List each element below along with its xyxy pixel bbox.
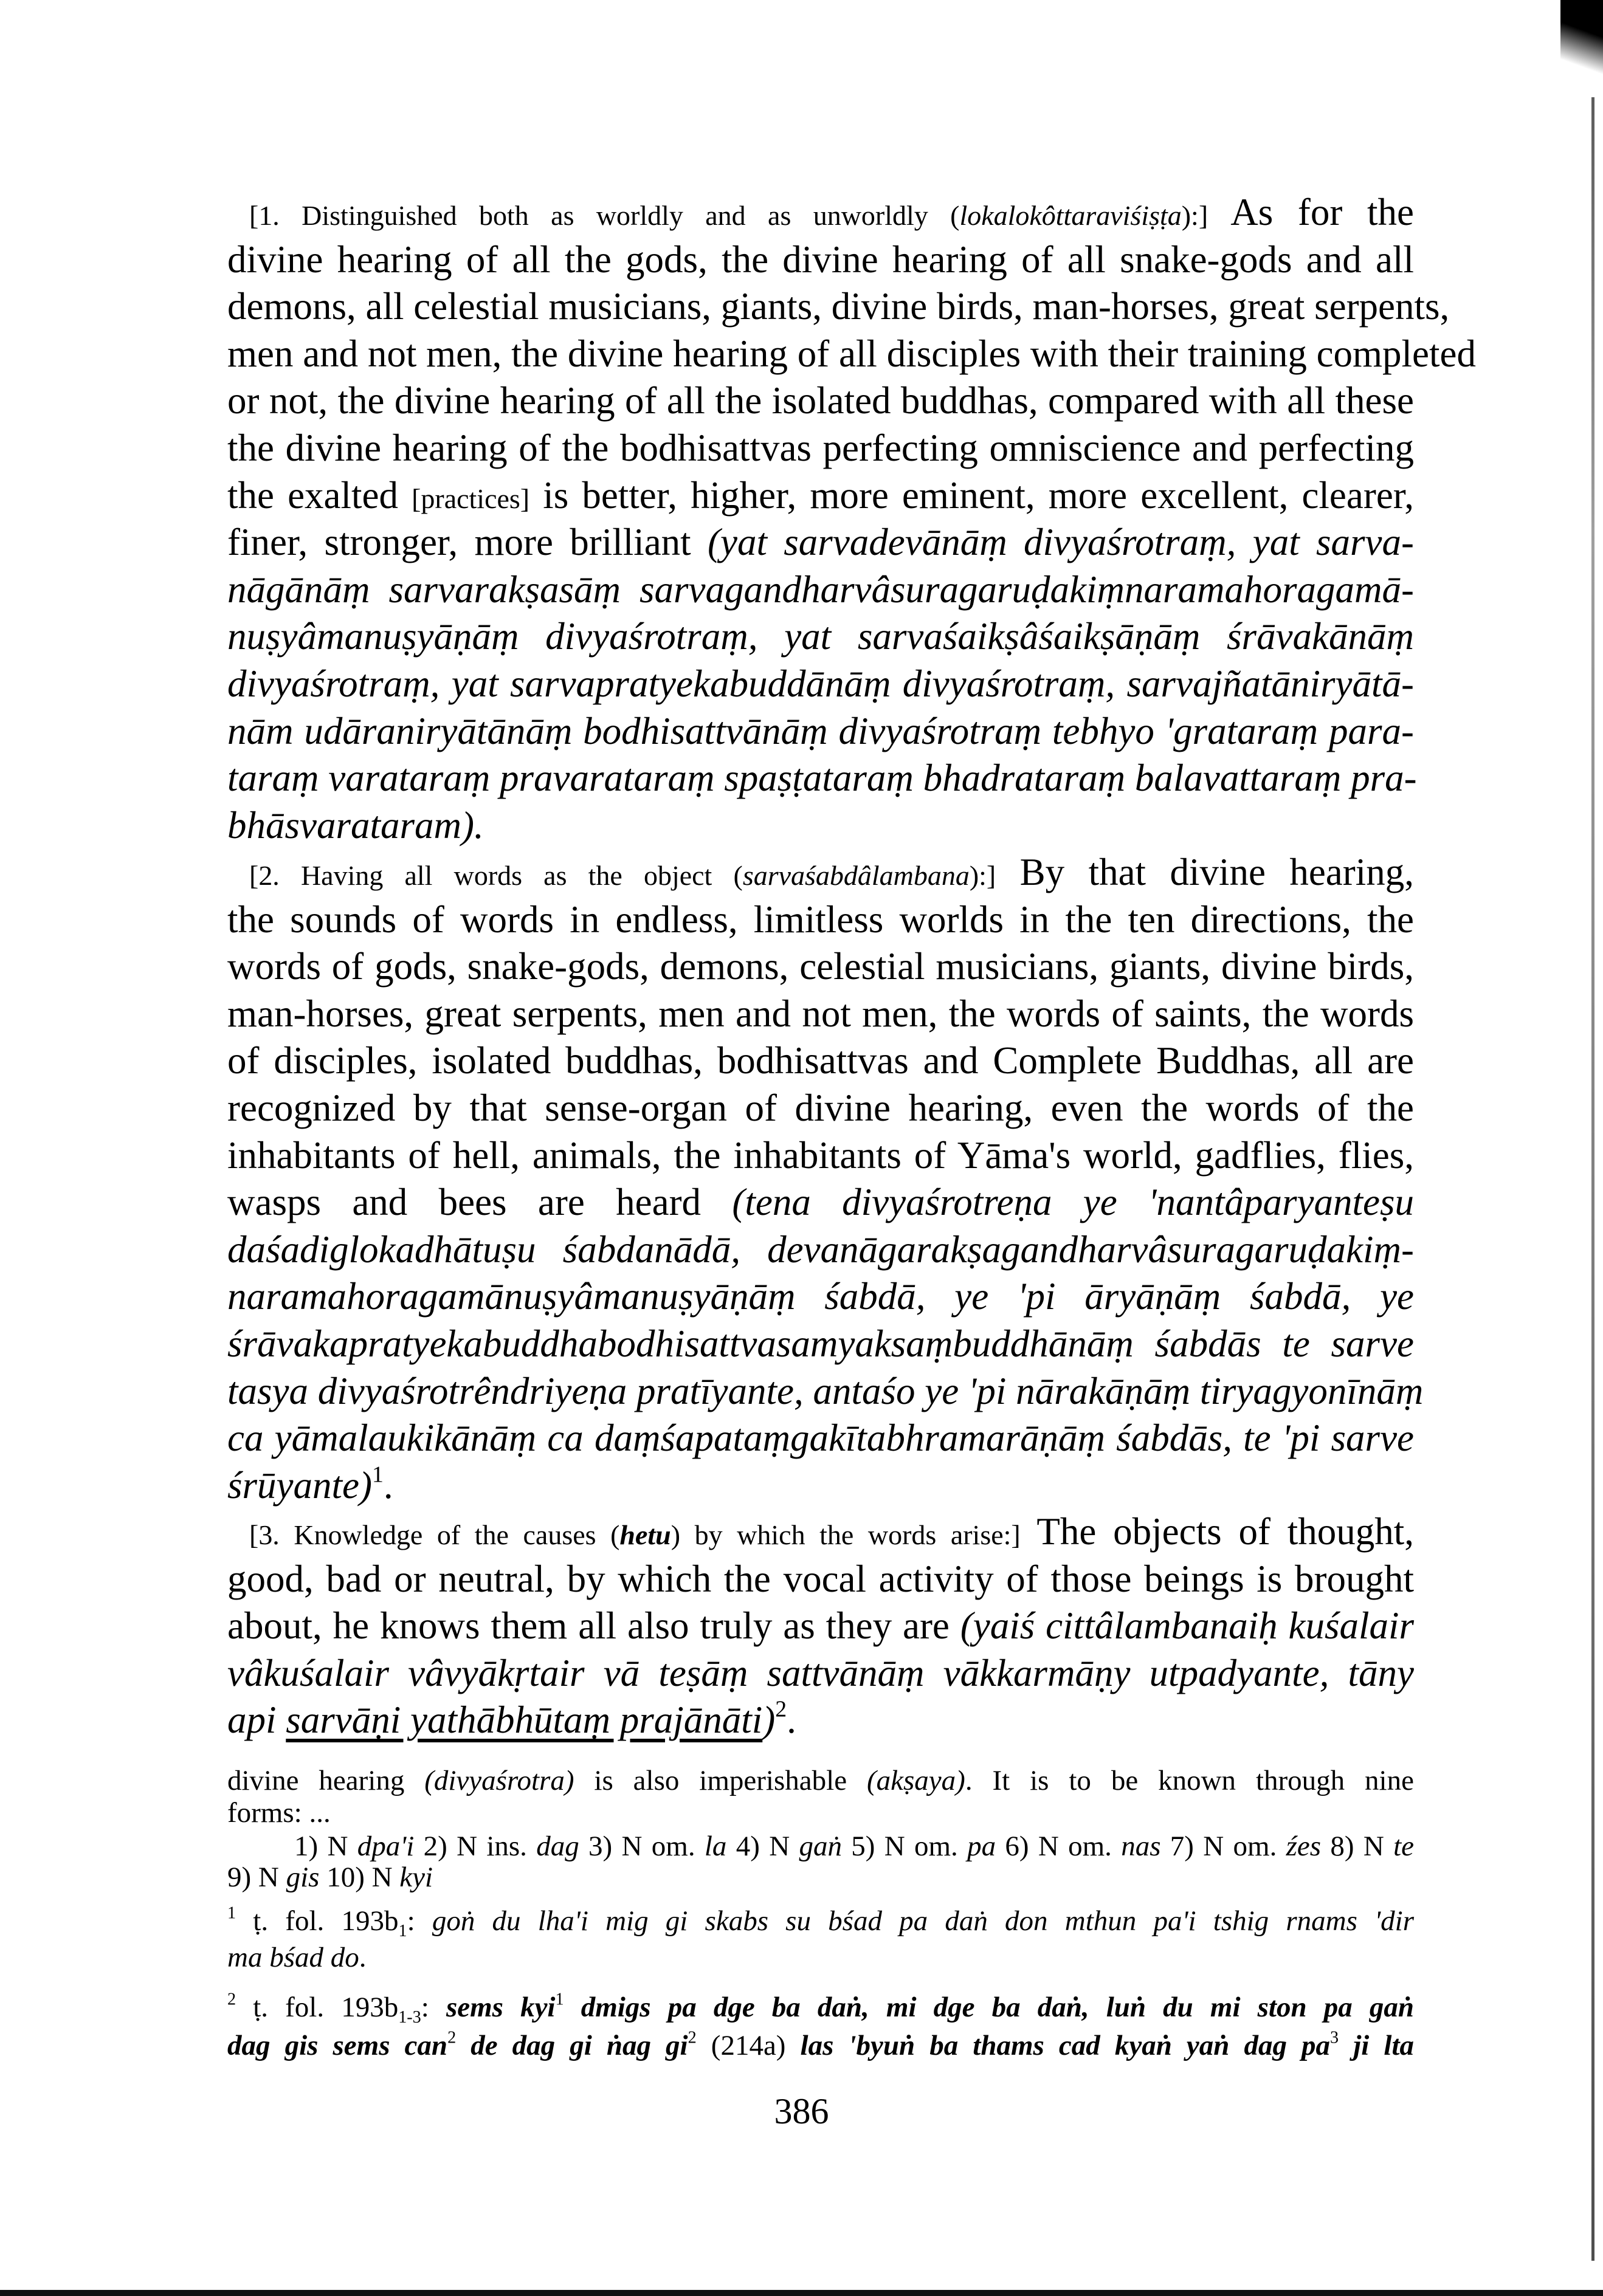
text-segment: dag [536,1830,579,1862]
text-segment: nām udāraniryātānāṃ bodhisattvānāṃ divyaśrotraṃ tebhyo 'grataraṃ para- [227,709,1414,752]
text-segment: By that divine hearing, [996,851,1414,893]
text-line [227,519,1414,566]
text-segment: ca yāmalaukikānāṃ ca daṃśapataṃgakītabhramarāṇāṃ śabdās, te 'pi sarve [227,1417,1414,1460]
text-segment: ):] [969,860,996,891]
text-segment: of disciples, isolated buddhas, bodhisattvas and Complete Buddhas, all are [227,1039,1414,1082]
text-segment: nuṣyâmanuṣyāṇāṃ divyaśrotraṃ, yat sarvaśaikṣâśaikṣāṇāṃ śrāvakānāṃ [227,615,1414,658]
text-segment: api [227,1699,286,1742]
text-line [227,1273,1414,1321]
text-line [227,566,1414,614]
text-segment: sarvaśabdâlambana [742,860,970,891]
text-segment: nas [1121,1830,1161,1862]
text-segment: (divyaśrotra) [424,1765,574,1796]
text-segment: is better, higher, more eminent, more excellent, clearer, [529,473,1414,517]
text-line [227,613,1414,661]
text-segment: 5) N om. [841,1830,968,1862]
text-segment: 9) N [227,1861,286,1893]
text-segment: śrāvakapratyekabuddhabodhisattvasamyaksaṃbuddhānāṃ śabdās te sarve [227,1322,1414,1365]
text-segment: the divine hearing of the bodhisattvas perfecting omniscience and perfecting [227,426,1414,469]
text-line [227,331,1476,378]
text-segment: daśadiglokadhātuṣu śabdanādā, devanāgarakṣagandharvâsuragaruḍakiṃ- [227,1228,1414,1271]
text-segment: la [704,1830,727,1862]
paragraph-1 [227,189,1476,849]
text-segment: 10) N [319,1861,400,1893]
text-segment: ) [762,1699,776,1742]
text-segment: (akṣaya) [866,1765,965,1796]
text-segment: goṅ du lha'i mig gi skabs su bśad pa daṅ don mthun pa'i tshig rnams 'dir [432,1905,1414,1937]
text-segment: źes [1286,1830,1322,1862]
text-segment: As for the [1208,191,1414,233]
text-segment: dmigs pa dge ba daṅ, mi dge ba daṅ, luṅ du mi ston pa gaṅ [564,1992,1414,2023]
footnote-ref: 2 [688,2028,697,2047]
text-segment: ṭ. fol. 193b [236,1992,399,2023]
text-segment: pa [967,1830,996,1862]
subscript: 1-3 [398,2007,421,2027]
text-segment: śrūyante) [227,1463,372,1507]
text-segment: . [787,1699,796,1742]
paragraph-2 [227,849,1424,1509]
footnote-ref: 1 [371,1462,384,1488]
footnote-ref: 2 [227,1990,236,2009]
text-line [227,943,1414,991]
text-segment: the sounds of words in endless, limitless worlds in the ten directions, the [227,898,1414,941]
text-segment: inhabitants of hell, animals, the inhabitants of Yāma's world, gadflies, flies, [227,1133,1414,1177]
text-line [227,755,1417,802]
text-line [227,425,1414,472]
text-segment: . [359,1942,367,1973]
text-line [227,2027,1414,2064]
page-number: 386 [774,2091,829,2131]
text-segment: (tena divyaśrotreṇa ye 'nantâparyanteṣu [732,1181,1414,1224]
text-segment: tasya divyaśrotrêndriyeṇa pratīyante, antaśo ye 'pi nārakāṇāṃ tiryagyonīnāṃ [227,1369,1424,1412]
text-segment: 2) N ins. [414,1830,537,1862]
text-segment: 3) N om. [579,1830,705,1862]
text-line [227,1603,1414,1650]
text-segment: gaṅ [799,1830,842,1862]
footnote-ref: 3 [1330,2028,1339,2047]
text-segment: kyi [399,1861,433,1893]
text-segment: ṭ. fol. 193b [236,1905,399,1937]
text-segment: gis [286,1861,320,1893]
text-segment: sarvāṇi yathābhūtaṃ prajānāti [286,1699,763,1742]
text-segment: (yat sarvadevānāṃ divyaśrotraṃ, yat sarva- [708,521,1414,564]
text-line [227,1508,1414,1556]
text-line [227,1762,1414,1799]
text-line [227,1795,1414,1831]
text-line [227,1650,1414,1697]
text-segment: nāgānāṃ sarvarakṣasāṃ sarvagandharvâsuragaruḍakiṃnaramahoragamā- [227,568,1414,611]
text-segment: divine hearing of all the gods, the divine hearing of all snake-gods and all [227,238,1414,281]
text-line [227,991,1414,1038]
text-line [227,189,1414,236]
footnote-ref: 2 [775,1696,787,1722]
text-segment: de dag gi ṅag gi [456,2030,688,2061]
text-line [227,1132,1414,1180]
text-segment: . [383,1463,393,1507]
text-segment: : [421,1992,446,2023]
text-segment: men and not men, the divine hearing of all disciples with their training completed [227,332,1476,375]
text-line [227,802,1414,850]
text-segment: te [1393,1830,1415,1862]
text-segment: hetu [619,1519,671,1550]
text-line [227,1037,1414,1085]
text-segment: words of gods, snake-gods, demons, celestial musicians, giants, divine birds, [227,945,1414,988]
text-segment: : [407,1905,432,1937]
text-segment: about, he knows them all also truly as they are [227,1604,960,1648]
text-line [227,1697,1414,1744]
text-line [227,1368,1424,1415]
text-segment: divine hearing [227,1765,425,1796]
scan-page-edge [1591,97,1594,2261]
text-line [227,708,1414,755]
text-segment: las 'byuṅ ba thams cad kyaṅ yaṅ dag pa [800,2030,1331,2061]
scan-corner-shadow [1560,0,1603,91]
text-segment: vâkuśalair vâvyākṛtair vā teṣāṃ sattvānāṃ vākkarmāṇy utpadyante, tāny [227,1651,1414,1694]
text-line [227,849,1414,896]
text-segment: (yaiś cittâlambanaiḥ kuśalair [960,1604,1414,1648]
text-line [227,1859,1414,1896]
text-segment: [1. Distinguished both as worldly and as unworldly ( [249,200,960,231]
text-line [227,1179,1414,1226]
text-line [227,1321,1414,1368]
text-line [227,1085,1414,1132]
text-segment: 4) N [726,1830,799,1862]
text-segment: wasps and bees are heard [227,1181,733,1224]
text-segment: forms: ... [227,1797,331,1829]
text-line [227,1462,1414,1510]
text-line [227,377,1414,425]
text-line [227,896,1414,944]
text-segment: naramahoragamānuṣyâmanuṣyāṇāṃ śabdā, ye 'pi āryāṇāṃ śabdā, ye [227,1275,1414,1318]
text-segment: finer, stronger, more brilliant [227,521,708,564]
footnote-ref: 1 [227,1903,236,1923]
text-line [227,1415,1414,1462]
text-line [227,1989,1414,2026]
text-segment: [3. Knowledge of the causes ( [249,1519,620,1550]
paragraph-3 [227,1508,1414,1744]
text-segment: 8) N [1321,1830,1394,1862]
text-segment: dag gis sems can [227,2030,448,2061]
text-segment: 6) N om. [996,1830,1122,1862]
text-segment: good, bad or neutral, by which the vocal activity of those beings is brought [227,1557,1414,1600]
subscript: 1 [398,1921,407,1940]
footnote-ref: 2 [447,2028,457,2047]
text-segment: . It is to be known through nine [965,1765,1414,1796]
text-segment: man-horses, great serpents, men and not men, the words of saints, the words [227,992,1414,1035]
text-segment: bhāsvarataram). [227,803,484,847]
text-segment: ma bśad do [227,1942,359,1973]
scan-bottom-edge [0,2290,1603,2296]
text-segment: 7) N om. [1160,1830,1286,1862]
text-segment: ji lta [1339,2030,1415,2061]
text-segment: the exalted [227,473,412,517]
text-line [227,1939,1414,1976]
text-segment: sems kyi [446,1992,556,2023]
text-line [227,236,1414,284]
text-segment: (214a) [696,2030,801,2061]
text-segment: The objects of thought, [1020,1510,1414,1553]
footnote-ref: 1 [555,1990,564,2009]
text-segment: divyaśrotraṃ, yat sarvapratyekabuddānāṃ divyaśrotraṃ, sarvajñatāniryātā- [227,662,1414,705]
text-line [227,661,1414,708]
text-segment: demons, all celestial musicians, giants, divine birds, man-horses, great serpents, [227,285,1450,328]
text-line [227,472,1414,520]
text-segment: lokalokôttaraviśiṣṭa [959,200,1182,231]
text-segment: taraṃ varataraṃ pravarataraṃ spaṣṭataraṃ bhadrataraṃ balavattaraṃ pra- [227,757,1417,800]
text-line [227,1903,1414,1939]
text-segment: [2. Having all words as the object ( [249,860,743,891]
text-segment: recognized by that sense-organ of divine hearing, even the words of the [227,1086,1414,1129]
text-segment: [practices] [412,483,530,514]
text-line [227,1556,1414,1603]
text-segment: dpa'i [357,1830,415,1862]
text-segment: 1) N [294,1830,357,1862]
text-line [227,283,1450,331]
text-line [227,1226,1414,1274]
text-segment: ):] [1181,200,1208,231]
text-segment: ) by which the words arise:] [671,1519,1021,1550]
text-segment: is also imperishable [574,1765,867,1796]
text-segment: or not, the divine hearing of all the isolated buddhas, compared with all these [227,379,1414,422]
